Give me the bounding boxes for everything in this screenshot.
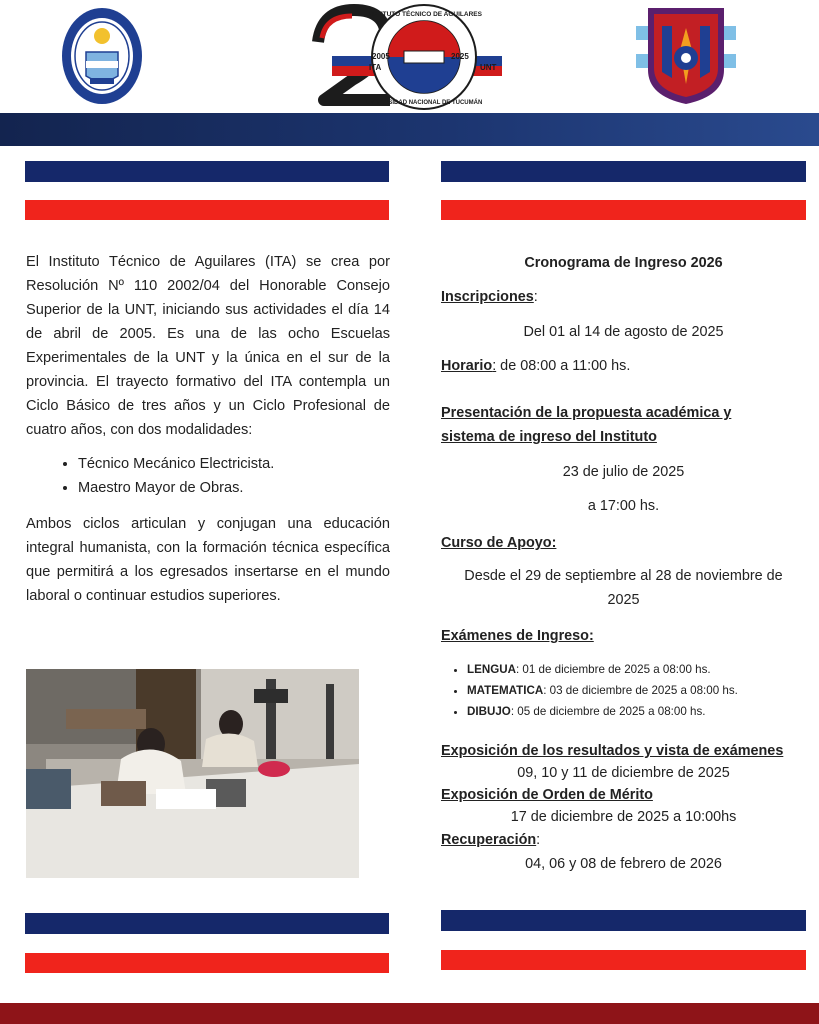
logo-side-left: ITA — [369, 63, 382, 72]
right-top-navy-bar — [441, 161, 806, 182]
ita-shield-logo — [636, 6, 736, 106]
recuperacion-heading: Recuperación: — [441, 832, 541, 848]
logo-year-start: 2005 — [372, 52, 390, 61]
presentacion-time: a 17:00 hs. — [587, 498, 660, 514]
orden-date: 17 de diciembre de 2025 a 10:00hs — [510, 809, 737, 825]
horario-value: de 08:00 a 11:00 hs. — [496, 358, 631, 374]
cronograma-title: Cronograma de Ingreso 2026 — [524, 255, 723, 271]
closing-paragraph: Ambos ciclos articulan y conjugan una educación integral humanista, con la formación técnica específica que permitirá a los egresados insertarse en el mundo laboral o continuar estudios superiores. — [26, 516, 390, 604]
left-top-navy-bar — [25, 161, 389, 182]
logo-ring-bottom: UNIVERSIDAD NACIONAL DE TUCUMÁN — [365, 100, 483, 106]
horario-label: Horario — [441, 358, 493, 374]
examenes-heading: Exámenes de Ingreso: — [441, 628, 594, 644]
curso-dates-line-2: 2025 — [607, 592, 640, 608]
intro-text-block — [26, 250, 390, 608]
list-item: • LENGUA: 01 de diciembre de 2025 a 08:00 hs. — [467, 659, 806, 680]
examenes-list — [441, 659, 806, 722]
left-bottom-red-bar — [25, 953, 389, 973]
orden-heading: Exposición de Orden de Mérito — [441, 787, 653, 803]
logo-ring-top: INSTITUTO TÉCNICO DE AGUILARES — [366, 11, 482, 18]
inscripciones-dates: Del 01 al 14 de agosto de 2025 — [523, 324, 724, 340]
recuperacion-dates: 04, 06 y 08 de febrero de 2026 — [525, 856, 722, 872]
right-bottom-navy-bar — [441, 910, 806, 931]
presentacion-heading-2: sistema de ingreso del Instituto — [441, 429, 657, 445]
intro-paragraph: El Instituto Técnico de Aguilares (ITA) se crea por Resolución Nº 110 2002/04 del Honorable Consejo Superior de la UNT, iniciando sus actividades el día 14 de abril de 2005. Es una de las ocho Escuelas Experimentales de la UNT y la única en el sur de la provincia. El trayecto formativo del ITA contempla un Ciclo Básico de tres años y un Ciclo Profesional de cuatro años, con dos modalidades: — [26, 254, 390, 438]
list-item: • Técnico Mecánico Electricista. — [78, 452, 390, 476]
left-top-red-bar — [25, 200, 389, 220]
header-band — [0, 113, 819, 146]
presentacion-date: 23 de julio de 2025 — [562, 464, 685, 480]
inscripciones-heading: Inscripciones: — [441, 289, 538, 305]
curso-heading: Curso de Apoyo: — [441, 535, 557, 551]
inscripciones-label: Inscripciones — [441, 289, 534, 305]
logo-year-end: 2025 — [451, 52, 469, 61]
presentacion-heading-1: Presentación de la propuesta académica y — [441, 405, 732, 421]
list-item: • Maestro Mayor de Obras. — [78, 476, 390, 500]
footer-band — [0, 1003, 819, 1024]
unt-seal-logo — [60, 6, 144, 106]
exposicion-dates: 09, 10 y 11 de diciembre de 2025 — [517, 765, 730, 781]
curso-dates-line-1: Desde el 29 de septiembre al 28 de noviembre de — [464, 568, 783, 584]
logo-side-right: UNT — [480, 63, 497, 72]
right-bottom-red-bar — [441, 950, 806, 970]
horario-line: Horario: de 08:00 a 11:00 hs. — [441, 358, 631, 374]
modalidades-list — [26, 452, 390, 500]
exposicion-heading: Exposición de los resultados y vista de exámenes — [441, 743, 784, 759]
list-item: • DIBUJO: 05 de diciembre de 2025 a 08:00 hs. — [467, 701, 806, 722]
students-workshop-photo — [26, 669, 359, 878]
ita-20-anniversary-logo — [312, 2, 508, 112]
list-item: • MATEMATICA: 03 de diciembre de 2025 a 08:00 hs. — [467, 680, 806, 701]
left-bottom-navy-bar — [25, 913, 389, 934]
right-top-red-bar — [441, 200, 806, 220]
